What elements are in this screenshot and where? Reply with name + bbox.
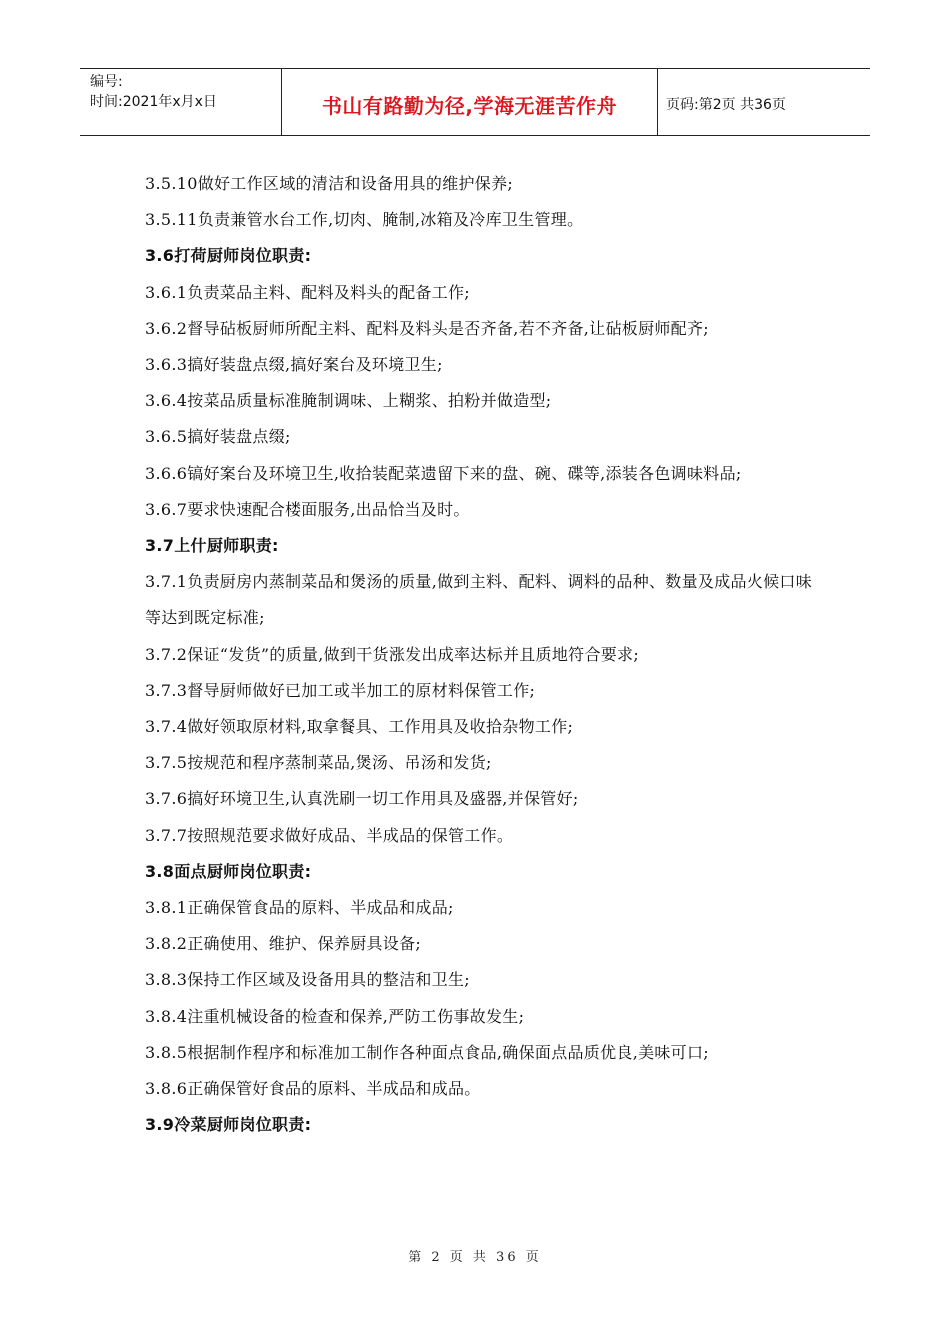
paragraph-line: 3.7.5按规范和程序蒸制菜品,煲汤、吊汤和发货; <box>145 753 492 773</box>
paragraph-line: 3.8.4注重机械设备的检查和保养,严防工伤事故发生; <box>145 1006 525 1026</box>
paragraph-line: 3.8.2正确使用、维护、保养厨具设备; <box>145 934 422 954</box>
paragraph-line: 3.5.11负责兼管水台工作,切肉、腌制,冰箱及冷库卫生管理。 <box>145 210 584 230</box>
paragraph-line: 3.8.3保持工作区域及设备用具的整洁和卫生; <box>145 970 471 990</box>
paragraph-line: 3.6.6镐好案台及环境卫生,收拾装配菜遗留下来的盘、碗、碟等,添装各色调味料品; <box>145 463 742 483</box>
page-footer: 第 2 页 共 36 页 <box>408 1250 542 1265</box>
paragraph-line: 3.6.5搞好装盘点缀; <box>145 427 291 447</box>
paragraph-line: 3.7.1负责厨房内蒸制菜品和煲汤的质量,做到主料、配料、调料的品种、数量及成品火候口味等达到既定标准; <box>145 572 812 628</box>
paragraph-line: 3.7.2保证“发货”的质量,做到干货涨发出成率达标并且质地符合要求; <box>145 644 640 664</box>
paragraph-line: 3.7.6搞好环境卫生,认真洗刷一切工作用具及盛器,并保管好; <box>145 789 579 809</box>
header-page-info: 页码:第2页 共36页 <box>666 97 786 113</box>
document-number-label: 编号: <box>90 74 123 90</box>
paragraph-line: 3.8.5根据制作程序和标准加工制作各种面点食品,确保面点品质优良,美味可口; <box>145 1042 709 1062</box>
paragraph-line: 3.7.4做好领取原材料,取拿餐具、工作用具及收拾杂物工作; <box>145 717 574 737</box>
paragraph-line: 3.5.10做好工作区域的清洁和设备用具的维护保养; <box>145 174 514 193</box>
paragraph-line: 3.6.3搞好装盘点缀,搞好案台及环境卫生; <box>145 355 443 375</box>
paragraph-line: 3.6.2督导砧板厨师所配主料、配料及料头是否齐备,若不齐备,让砧板厨师配齐; <box>145 318 709 338</box>
paragraph-line: 3.6.4按菜品质量标准腌制调味、上糊浆、拍粉并做造型; <box>145 391 552 411</box>
page-header <box>80 68 870 136</box>
section-heading: 3.7上什厨师职责: <box>145 536 279 556</box>
paragraph-line: 3.7.3督导厨师做好已加工或半加工的原材料保管工作; <box>145 680 536 700</box>
paragraph-line: 3.8.1正确保管食品的原料、半成品和成品; <box>145 898 454 918</box>
header-meta <box>80 69 282 135</box>
section-heading: 3.6打荷厨师岗位职责: <box>145 246 312 266</box>
document-body <box>145 166 815 1143</box>
paragraph-line: 3.8.6正确保管好食品的原料、半成品和成品。 <box>145 1079 481 1099</box>
document-date-label: 时间:2021年x月x日 <box>90 94 217 110</box>
section-heading: 3.9冷菜厨师岗位职责: <box>145 1115 312 1135</box>
header-motto: 书山有路勤为径,学海无涯苦作舟 <box>282 69 658 135</box>
paragraph-line: 3.6.1负责菜品主料、配料及料头的配备工作; <box>145 282 471 302</box>
section-heading: 3.8面点厨师岗位职责: <box>145 861 312 881</box>
paragraph-line: 3.6.7要求快速配合楼面服务,出品恰当及时。 <box>145 499 470 519</box>
paragraph-line: 3.7.7按照规范要求做好成品、半成品的保管工作。 <box>145 825 514 845</box>
